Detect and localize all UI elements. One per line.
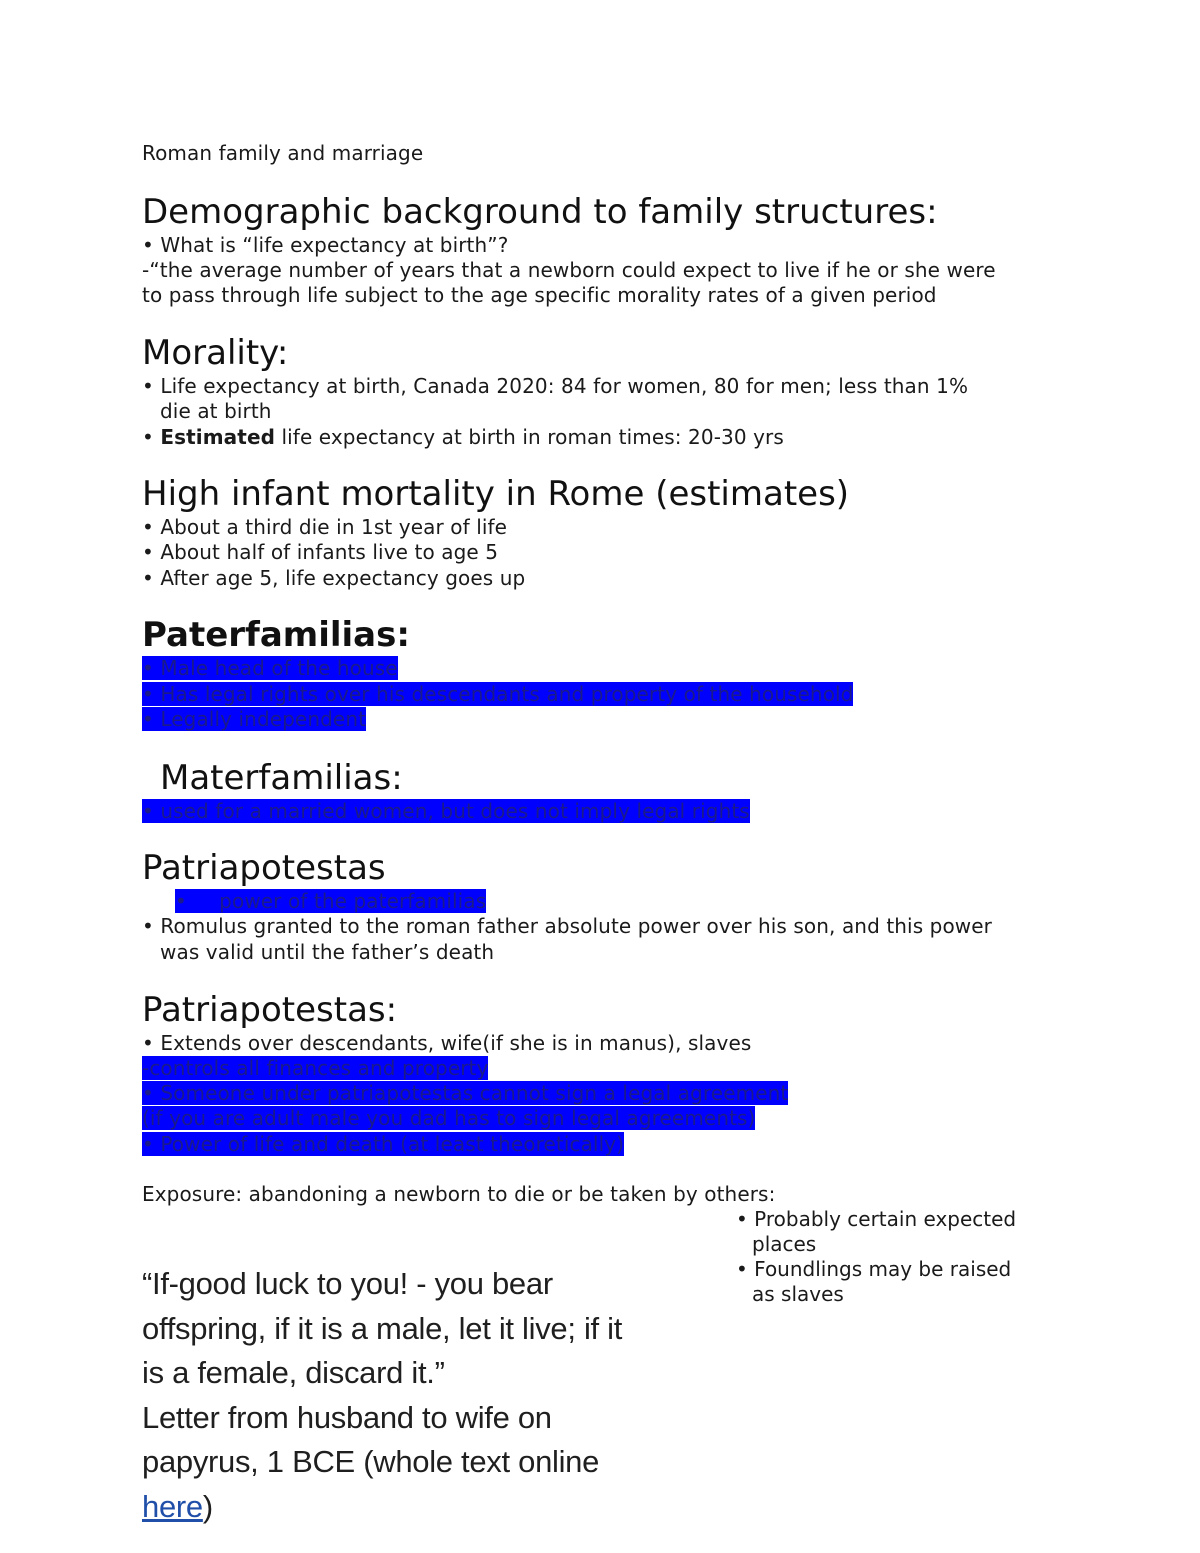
- bullet-item: • About a third die in 1st year of life: [142, 515, 508, 539]
- quote-line: offspring, if it is a male, let it live; if it: [142, 1310, 623, 1346]
- heading-morality: Morality:: [142, 333, 289, 373]
- highlight-text: • power of the paterfamilias: [175, 889, 487, 913]
- highlight-text: • used for a married women, but does not imply legal rights: [142, 799, 750, 823]
- exposure-line: Exposure: abandoning a newborn to die or be taken by others:: [142, 1182, 776, 1206]
- quote-line: is a female, discard it.”: [142, 1355, 445, 1390]
- highlight-text: • Power of life and death (at least theoretically): [142, 1132, 625, 1156]
- bullet-item: • Romulus granted to the roman father absolute power over his son, and this power: [142, 914, 992, 938]
- highlight-text: (if you are adult male you dad has to sign legal agreements): [142, 1106, 756, 1130]
- bullet-item-continued: was valid until the father’s death: [160, 940, 495, 964]
- highlighted-bullet: [142, 707, 366, 732]
- here-link[interactable]: here: [142, 1488, 203, 1524]
- bullet-prefix: •: [142, 425, 161, 449]
- bullet-item: • Extends over descendants, wife(if she is in manus), slaves: [142, 1031, 752, 1055]
- heading-demographic: Demographic background to family structures:: [142, 192, 938, 232]
- quote-caption-line: papyrus, 1 BCE (whole text online: [142, 1444, 600, 1479]
- highlighted-line: [142, 1106, 755, 1131]
- bullet-item: • About half of infants live to age 5: [142, 540, 499, 564]
- bold-word: Estimated: [160, 425, 276, 449]
- heading-infant-mortality: High infant mortality in Rome (estimates): [142, 474, 850, 514]
- text-line: -“the average number of years that a newborn could expect to live if he or she were: [142, 258, 996, 282]
- text-line: • What is “life expectancy at birth”?: [142, 233, 509, 257]
- quote-line: “If-good luck to you! - you bear: [142, 1266, 553, 1301]
- quote-caption-line: Letter from husband to wife on: [142, 1399, 552, 1435]
- highlighted-bullet: [142, 1132, 624, 1157]
- highlight-text: • Has legal rights over his descendants and property of the household: [142, 682, 854, 706]
- side-bullet: • Foundlings may be raised: [736, 1257, 1012, 1281]
- heading-paterfamilias: Paterfamilias:: [142, 615, 410, 655]
- side-bullet: • Probably certain expected: [736, 1207, 1017, 1231]
- text-line: to pass through life subject to the age specific morality rates of a given period: [142, 283, 937, 307]
- bullet-rest: life expectancy at birth in roman times: 20-30 yrs: [275, 425, 784, 449]
- highlighted-line: [142, 1056, 488, 1081]
- bullet-item: • After age 5, life expectancy goes up: [142, 566, 526, 590]
- heading-patriapotestas: Patriapotestas: [142, 848, 386, 888]
- highlighted-bullet: [142, 656, 398, 681]
- heading-materfamilias: Materfamilias:: [160, 758, 403, 798]
- highlight-text: • Legally independent: [142, 707, 367, 731]
- highlight-text: • Male head of the house: [142, 656, 398, 680]
- highlighted-bullet: [142, 1081, 788, 1106]
- heading-patriapotestas-2: Patriapotestas:: [142, 990, 398, 1030]
- highlight-text: -controls all finances and property: [142, 1056, 489, 1080]
- highlighted-bullet: [142, 682, 853, 707]
- bullet-item: • Life expectancy at birth, Canada 2020: 84 for women, 80 for men; less than 1%: [142, 374, 969, 398]
- document-title: Roman family and marriage: [142, 141, 424, 165]
- highlighted-bullet: [142, 799, 750, 824]
- highlighted-bullet: [175, 889, 486, 914]
- bullet-item-continued: die at birth: [160, 399, 272, 423]
- quote-image: [142, 1262, 714, 1542]
- quote-link-line: [142, 1485, 714, 1530]
- highlight-text: • Someone under patriapotestas cannot sign a legal agreement: [142, 1081, 789, 1105]
- bullet-item: [142, 425, 784, 450]
- side-bullet-continued: as slaves: [752, 1282, 844, 1306]
- side-bullet-continued: places: [752, 1232, 817, 1256]
- closing-paren: ): [202, 1488, 213, 1524]
